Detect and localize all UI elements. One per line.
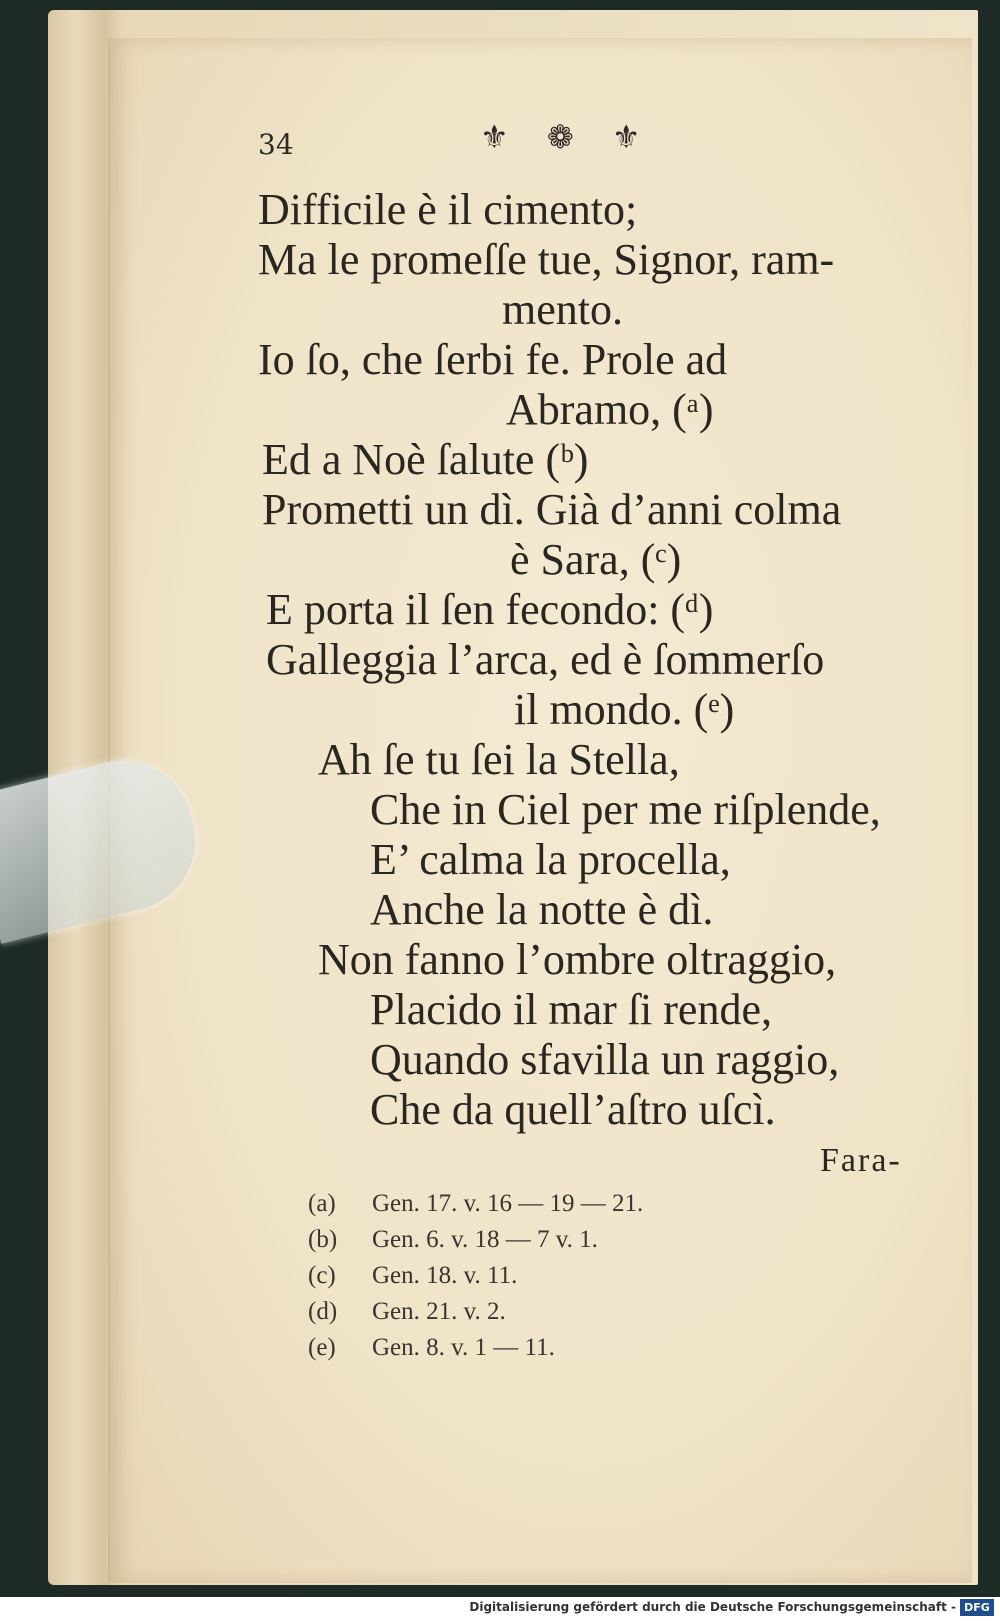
verse-line: E porta il ſen fecondo: (ᵈ) [266, 585, 714, 634]
verse-line: Galleggia l’arca, ed è ſommerſo [266, 635, 825, 684]
verse-line: Non fanno l’ombre oltraggio, [318, 935, 837, 984]
verse-line: Che da quell’aſtro uſcì. [370, 1085, 776, 1134]
verse-line: Prometti un dì. Già d’anni colma [262, 485, 842, 534]
dfg-logo: DFG [960, 1599, 994, 1616]
catchword: Fara- [820, 1142, 902, 1179]
footer-credit: Digitalisierung gefördert durch die Deutsche Forschungsgemeinschaft - [469, 1600, 956, 1614]
verse-line: Ed a Noè ſalute (ᵇ) [262, 435, 589, 484]
footnote-mark: (d) [308, 1298, 338, 1325]
footnote-text: Gen. 21. v. 2. [372, 1298, 506, 1325]
footnote-mark: (c) [308, 1262, 336, 1289]
verse-line: Abramo, (ᵃ) [506, 385, 714, 434]
verse-line: E’ calma la procella, [370, 835, 731, 884]
verse-line: Placido il mar ſi rende, [370, 985, 772, 1034]
verse-line: il mondo. (ᵉ) [514, 685, 735, 734]
footnote-text: Gen. 18. v. 11. [372, 1262, 518, 1289]
footnote [308, 1334, 555, 1362]
footnote-text: Gen. 6. v. 18 — 7 v. 1. [372, 1226, 598, 1253]
footnote [308, 1262, 517, 1290]
verse-line: Difficile è il cimento; [258, 185, 638, 234]
footnote [308, 1298, 506, 1326]
verse-line: Che in Ciel per me riſplende, [370, 785, 881, 834]
footnote-mark: (e) [308, 1334, 336, 1361]
verse-line: mento. [502, 285, 623, 334]
header-ornament-icon: ⚜ ❁ ⚜ [480, 118, 655, 156]
footnote-text: Gen. 17. v. 16 — 19 — 21. [372, 1190, 644, 1217]
footnote [308, 1190, 643, 1218]
footnote-mark: (a) [308, 1190, 336, 1217]
footnote [308, 1226, 598, 1254]
verse-line: Quando sfavilla un raggio, [370, 1035, 840, 1084]
verse-line: Anche la notte è dì. [370, 885, 714, 934]
verse-line: Io ſo, che ſerbi fe. Prole ad [258, 335, 728, 384]
verse-line: Ma le promeſſe tue, Signor, ram- [258, 235, 835, 284]
page-number: 34 [258, 128, 294, 161]
footnote-text: Gen. 8. v. 1 — 11. [372, 1334, 555, 1361]
verse-line: è Sara, (ᶜ) [510, 535, 682, 584]
footnote-mark: (b) [308, 1226, 338, 1253]
verse-line: Ah ſe tu ſei la Stella, [318, 735, 680, 784]
